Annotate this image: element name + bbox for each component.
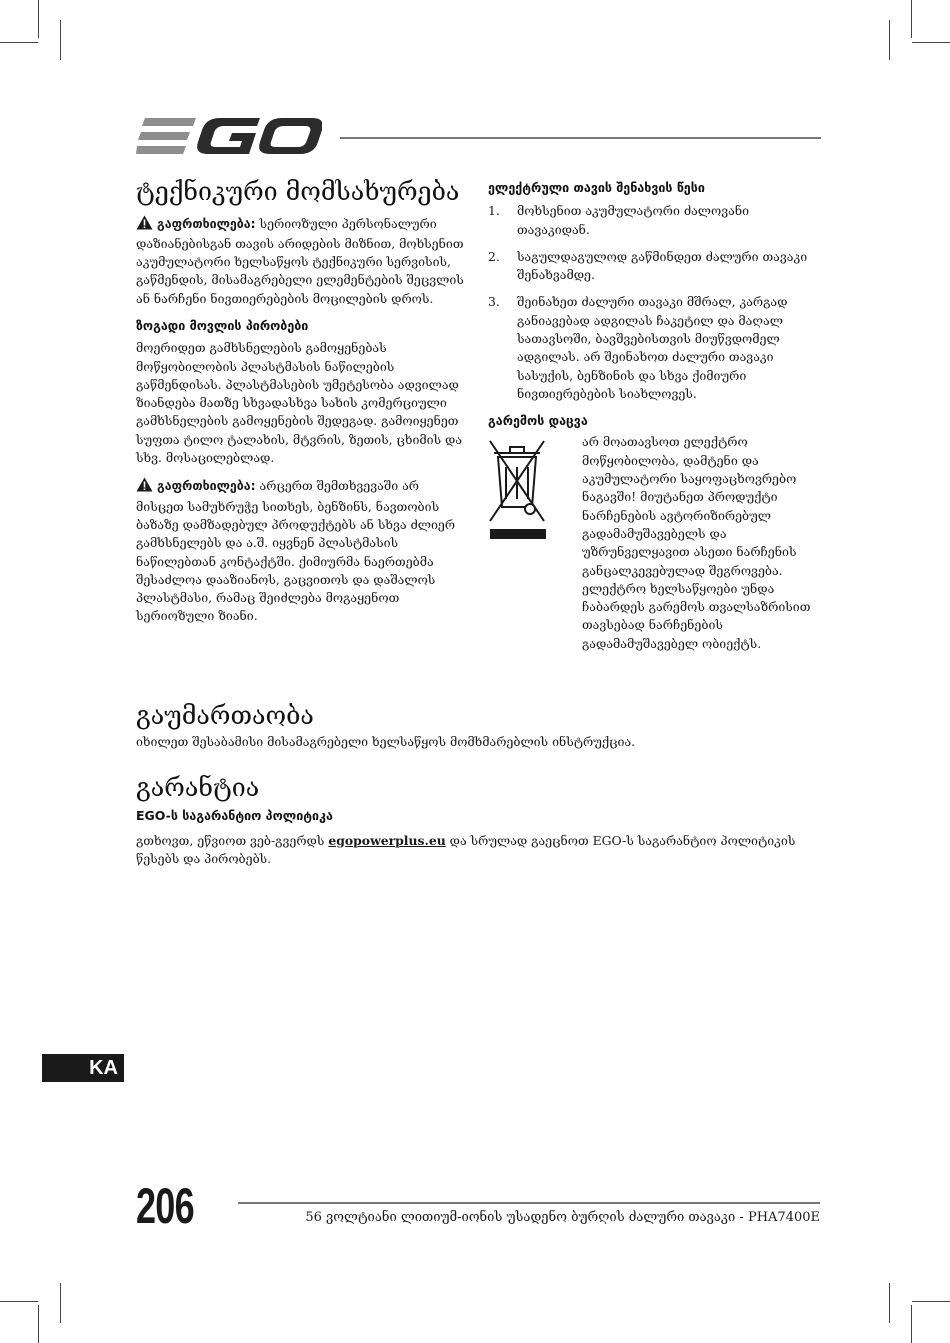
warning-block-1 [136, 215, 468, 308]
page-number: 206 [136, 1178, 194, 1234]
environment-text: არ მოათავსოთ ელექტრო მოწყობილობა, დამტენი და აკუმულატორი საყოფაცხოვრებო ნაგავში! მიუტანეთ პროდუქტი ნარჩენების ავტორიზირებულ გადამამუშავებელს და უზრუნველყავით ასეთი ნარჩენის განცალკევებულად შეგროვება. ელექტრო ხელსაწყოები უნდა ჩაბარდეს გარემოს თვალსაზრისით თავსებად ნარჩენების გადამამუშავებელ ობიექტს. [582, 434, 811, 651]
language-code: KA [89, 1057, 118, 1079]
storage-heading: ელექტრული თავის შენახვის წესი [488, 180, 705, 195]
environment-block [488, 433, 820, 653]
warranty-section [136, 774, 826, 868]
general-care-text: მოერიდეთ გამხსნელების გამოყენებას მოწყობილობის პლასტმასის ნაწილების გაწმენდისას. პლასტმასების უმეტესობა ადვილად ზიანდება მათზე სხვადასხვა სახის კომერციული გამხსნელების გამოყენების შედეგად. გამოიყენეთ სუფთა ტილო ტალახის, მტვრის, ზეთის, ცხიმის და სხვ. მოსაცილებლად. [136, 340, 463, 466]
ego-logo [136, 116, 322, 158]
warning-block-2 [136, 477, 468, 625]
list-item [488, 202, 820, 239]
list-item [488, 248, 820, 285]
warning-triangle-icon [136, 477, 153, 497]
left-column [136, 178, 468, 626]
crop-mark [60, 1283, 61, 1323]
warning-text-2: არცერთ შემთხვევაში არ მისცეთ სამუხრუჭე სითხეს, ბენზინს, ნავთობის ბაზაზე დამზადებულ პროდუქტებს ან სხვა ძლიერ გამხსნელებს და ა.შ. იყვნენ პლასტმასის ნაწილებთან კონტაქტში. ქიმიურმა ნაერთებმა შესაძლოა დააზიანოს, გაცვითოს და დაშალოს პლასტმასი, რამაც შეიძლება მოგაყენოთ სერიოზული ზიანი. [136, 478, 456, 624]
troubleshooting-title: გაუმართაობა [136, 701, 314, 730]
crop-mark [0, 1301, 38, 1302]
warranty-text-after: და სრულად გაეცნოთ EGO-ს საგარანტიო პოლიტიკის წესებს და პირობებს. [136, 832, 796, 867]
warranty-text [136, 832, 826, 869]
warning-triangle-icon [136, 215, 153, 235]
general-care-heading: ზოგადი მოვლის პირობები [136, 317, 309, 333]
crossed-out-wheelie-bin-icon [488, 433, 582, 653]
step-number: 3. [488, 294, 500, 310]
footer-product-name: 56 ვოლტიანი ლითიუმ-იონის უსადენო ბურღის ძალური თავაკი - PHA7400E [305, 1210, 820, 1225]
right-column [488, 180, 820, 653]
storage-steps [488, 202, 820, 403]
language-tab [42, 1054, 124, 1082]
crop-mark [38, 0, 39, 38]
crop-mark [911, 1305, 912, 1343]
crop-mark [889, 20, 890, 60]
step-text: მოხსენით აკუმულატორი ძალოვანი თავაკიდან. [517, 203, 750, 237]
crop-mark [38, 1305, 39, 1343]
header-rule [340, 137, 821, 139]
troubleshooting-section [136, 702, 826, 751]
step-number: 1. [488, 203, 500, 219]
list-item [488, 293, 820, 403]
step-text: საგულდაგულოდ გაწმინდეთ ძალური თავაკი შენახვამდე. [517, 248, 808, 283]
step-number: 2. [488, 248, 500, 264]
footer-rule [238, 1202, 820, 1204]
warning-label-1: გაფრთხილება: [157, 215, 256, 231]
warning-text-1: სერიოზული პერსონალური დაზიანებისგან თავის არიდების მიზნით, მოხსენით აკუმულატორი ხელსაწყოს ტექნიკური სერვისის, გაწმენდის, მისამაგრებელი ელემენტების შეცვლის ან ნარჩენი ნივთიერებების მოცილების დროს. [136, 215, 464, 306]
step-text: შეინახეთ ძალური თავაკი მშრალ, კარგად განიავებად ადგილას ჩაკეტილ და მაღალ სათავსოში, ბავშვებისთვის მიუწვდომელ ადგილას. არ შეინახოთ ძალური თავაკი სასუქის, ბენზინის და სხვა ქიმიური ნივთიერებების სიახლოვეს. [517, 294, 788, 401]
warranty-text-before: გთხოვთ, ეწვიოთ ვებ-გვერდს [136, 832, 329, 848]
crop-mark [60, 20, 61, 60]
crop-mark [0, 42, 38, 43]
crop-mark [912, 42, 950, 43]
warranty-link[interactable]: egopowerplus.eu [328, 832, 446, 848]
warning-label-2: გაფრთხილება: [157, 478, 256, 494]
environment-heading: გარემოს დაცვა [488, 413, 588, 429]
troubleshooting-text: იხილეთ შესაბამისი მისამაგრებელი ხელსაწყოს მომხმარებლის ინსტრუქცია. [136, 733, 636, 749]
warranty-title: გარანტია [136, 773, 260, 802]
ego-logo-mark [136, 116, 322, 158]
crop-mark [889, 1283, 890, 1323]
warranty-subheading: EGO-ს საგარანტიო პოლიტიკა [136, 807, 333, 823]
crop-mark [911, 0, 912, 38]
crop-mark [912, 1301, 950, 1302]
maintenance-title: ტექნიკური მომსახურება [136, 177, 460, 206]
